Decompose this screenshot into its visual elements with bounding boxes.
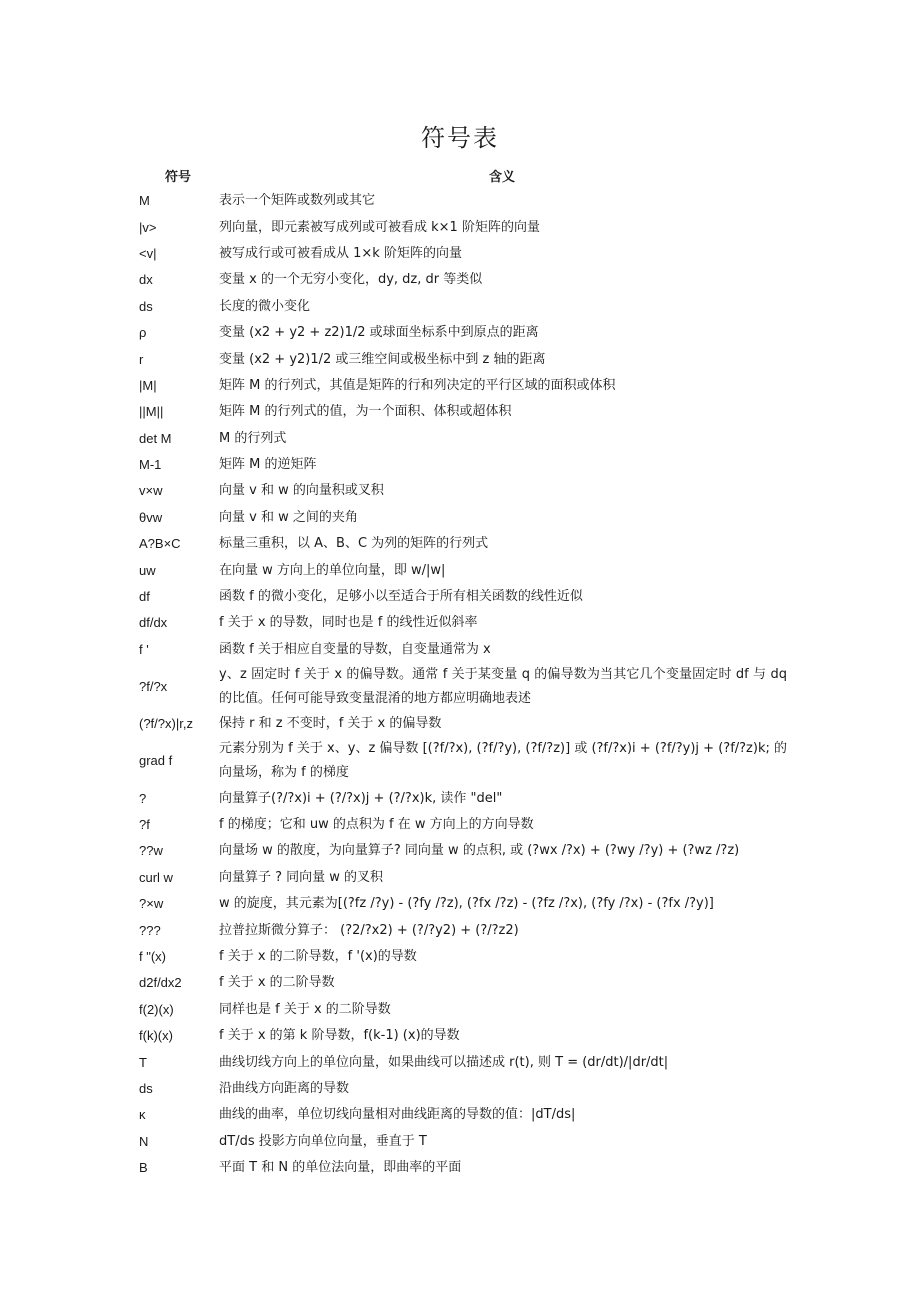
table-row — [0, 294, 920, 320]
row-symbol: T — [139, 1054, 147, 1070]
row-symbol: grad f — [139, 753, 173, 769]
row-meaning: 同样也是 f 关于 x 的二阶导数 — [219, 1001, 391, 1017]
table-row — [0, 426, 920, 452]
header-meaning: 含义 — [489, 170, 516, 185]
row-symbol: ρ — [139, 325, 147, 341]
row-meaning: 变量 (x2 + y2)1/2 或三维空间或极坐标中到 z 轴的距离 — [219, 351, 546, 367]
row-meaning: 沿曲线方向距离的导数 — [219, 1080, 350, 1096]
row-meaning: M 的行列式 — [219, 430, 287, 446]
row-symbol: |M| — [139, 377, 157, 393]
table-row — [0, 917, 920, 943]
row-symbol: curl w — [139, 869, 173, 885]
table-row — [0, 373, 920, 399]
table-row — [0, 1155, 920, 1181]
row-symbol: v×w — [139, 483, 163, 499]
table-row — [0, 188, 920, 214]
row-symbol: r — [139, 351, 144, 367]
row-meaning: 变量 (x2 + y2 + z2)1/2 或球面坐标系中到原点的距离 — [219, 325, 539, 341]
table-row — [0, 584, 920, 610]
table-row — [0, 1023, 920, 1049]
page-title: 符号表 — [421, 124, 499, 152]
row-symbol: θvw — [139, 509, 163, 525]
table-row — [0, 320, 920, 346]
table-row — [0, 452, 920, 478]
table-row — [0, 711, 920, 737]
table-row — [0, 997, 920, 1023]
row-meaning: 保持 r 和 z 不变时，f 关于 x 的偏导数 — [219, 716, 442, 732]
table-row — [0, 865, 920, 891]
table-row — [0, 241, 920, 267]
table-row — [0, 1049, 920, 1075]
row-meaning: 矩阵 M 的行列式，其值是矩阵的行和列决定的平行区域的面积或体积 — [219, 377, 616, 393]
row-meaning: 矩阵 M 的行列式的值，为一个面积、体积或超体积 — [219, 404, 512, 420]
row-meaning: 向量算子 ? 同向量 w 的叉积 — [219, 869, 384, 885]
row-meaning: 函数 f 关于相应自变量的导数，自变量通常为 x — [219, 641, 491, 657]
row-meaning: 表示一个矩阵或数列或其它 — [219, 193, 376, 209]
row-meaning: f 的梯度；它和 uw 的点积为 f 在 w 方向上的方向导数 — [219, 817, 534, 832]
row-meaning: 标量三重积，以 A、B、C 为列的矩阵的行列式 — [219, 536, 489, 552]
row-meaning: 元素分别为 f 关于 x、y、z 偏导数 [(?f/?x), (?f/?y), (?f/?z)] 或 (?f/?x)i + (?f/?y)j + (?f/?z)k; 的向量场，称为 f 的梯度 — [219, 741, 787, 781]
table-row — [0, 557, 920, 583]
row-meaning: 向量算子(?/?x)i + (?/?x)j + (?/?x)k, 读作 "del" — [219, 790, 503, 806]
row-meaning: 拉普拉斯微分算子： (?2/?x2) + (?/?y2) + (?/?z2) — [219, 922, 519, 938]
row-symbol: df/dx — [139, 615, 168, 631]
row-symbol: ?f/?x — [139, 679, 168, 695]
table-row — [0, 812, 920, 838]
row-symbol: uw — [139, 562, 156, 578]
row-symbol: ? — [139, 790, 147, 806]
header-symbol: 符号 — [165, 170, 192, 185]
table-header — [0, 166, 920, 186]
row-symbol: A?B×C — [139, 536, 181, 552]
table-row — [0, 478, 920, 504]
table-row — [0, 610, 920, 636]
row-meaning: y、z 固定时 f 关于 x 的偏导数。通常 f 关于某变量 q 的偏导数为当其它几个变量固定时 df 与 dq 的比值。任何可能导致变量混淆的地方都应明确地表述 — [219, 667, 787, 707]
row-meaning: 平面 T 和 N 的单位法向量，即曲率的平面 — [219, 1160, 462, 1176]
table-row — [0, 891, 920, 917]
row-symbol: ds — [139, 1080, 153, 1096]
row-symbol: det M — [139, 430, 172, 446]
row-meaning: f 关于 x 的导数，同时也是 f 的线性近似斜率 — [219, 615, 478, 631]
row-meaning: f 关于 x 的二阶导数 — [219, 975, 335, 991]
row-meaning: 向量场 w 的散度，为向量算子? 同向量 w 的点积, 或 (?wx /?x) + (?wy /?y) + (?wz /?z) — [219, 843, 740, 859]
table-row — [0, 637, 920, 663]
table-row — [0, 346, 920, 372]
row-meaning: 函数 f 的微小变化，足够小以至适合于所有相关函数的线性近似 — [219, 589, 583, 605]
row-symbol: <v| — [139, 245, 157, 261]
table-row — [0, 1076, 920, 1102]
row-symbol: ??? — [139, 922, 161, 938]
row-meaning: dT/ds 投影方向单位向量，垂直于 T — [219, 1133, 427, 1149]
row-symbol: f(2)(x) — [139, 1001, 174, 1017]
table-row — [0, 399, 920, 425]
row-symbol: ds — [139, 298, 153, 314]
row-meaning: 长度的微小变化 — [219, 298, 311, 314]
table-row — [0, 944, 920, 970]
row-symbol: ?×w — [139, 896, 164, 912]
symbol-table — [0, 188, 920, 1181]
row-symbol: dx — [139, 272, 153, 288]
table-row — [0, 505, 920, 531]
row-symbol: (?f/?x)|r,z — [139, 716, 193, 732]
row-symbol: κ — [139, 1107, 146, 1123]
row-symbol: ?f — [139, 817, 150, 832]
row-symbol: d2f/dx2 — [139, 975, 182, 991]
row-symbol: ||M|| — [139, 404, 164, 420]
row-meaning: 向量 v 和 w 的向量积或叉积 — [219, 483, 384, 499]
row-meaning: 矩阵 M 的逆矩阵 — [219, 457, 317, 473]
row-symbol: f(k)(x) — [139, 1028, 173, 1044]
row-meaning: f 关于 x 的二阶导数，f '(x)的导数 — [219, 948, 417, 964]
row-meaning: 向量 v 和 w 之间的夹角 — [219, 509, 358, 525]
row-symbol: df — [139, 589, 150, 605]
row-meaning: 列向量，即元素被写成列或可被看成 k×1 阶矩阵的向量 — [219, 219, 540, 235]
row-meaning: 曲线切线方向上的单位向量，如果曲线可以描述成 r(t), 则 T = (dr/dt)/|dr/dt| — [219, 1054, 669, 1070]
table-row — [0, 214, 920, 240]
row-meaning: f 关于 x 的第 k 阶导数，f(k-1) (x)的导数 — [219, 1028, 460, 1044]
row-symbol: f ' — [139, 641, 149, 657]
table-row — [0, 531, 920, 557]
row-meaning: 曲线的曲率，单位切线向量相对曲线距离的导数的值：|dT/ds| — [219, 1107, 576, 1123]
row-meaning: 变量 x 的一个无穷小变化，dy, dz, dr 等类似 — [219, 272, 483, 288]
row-symbol: B — [139, 1160, 148, 1176]
row-meaning: w 的旋度，其元素为[(?fz /?y) - (?fy /?z), (?fx /?z) - (?fz /?x), (?fy /?x) - (?fx /?y)] — [219, 896, 714, 912]
table-row — [0, 663, 920, 711]
table-row — [0, 838, 920, 864]
row-symbol: f "(x) — [139, 948, 166, 964]
table-row — [0, 970, 920, 996]
row-meaning: 被写成行或可被看成从 1×k 阶矩阵的向量 — [219, 245, 462, 261]
table-row — [0, 267, 920, 293]
table-row — [0, 1129, 920, 1155]
row-symbol: ??w — [139, 843, 163, 859]
table-row — [0, 785, 920, 811]
row-symbol: M — [139, 193, 150, 209]
row-symbol: M-1 — [139, 457, 162, 473]
row-meaning: 在向量 w 方向上的单位向量，即 w/|w| — [219, 562, 446, 578]
row-symbol: N — [139, 1133, 149, 1149]
row-symbol: |v> — [139, 219, 157, 235]
table-row — [0, 1102, 920, 1128]
table-row — [0, 737, 920, 785]
